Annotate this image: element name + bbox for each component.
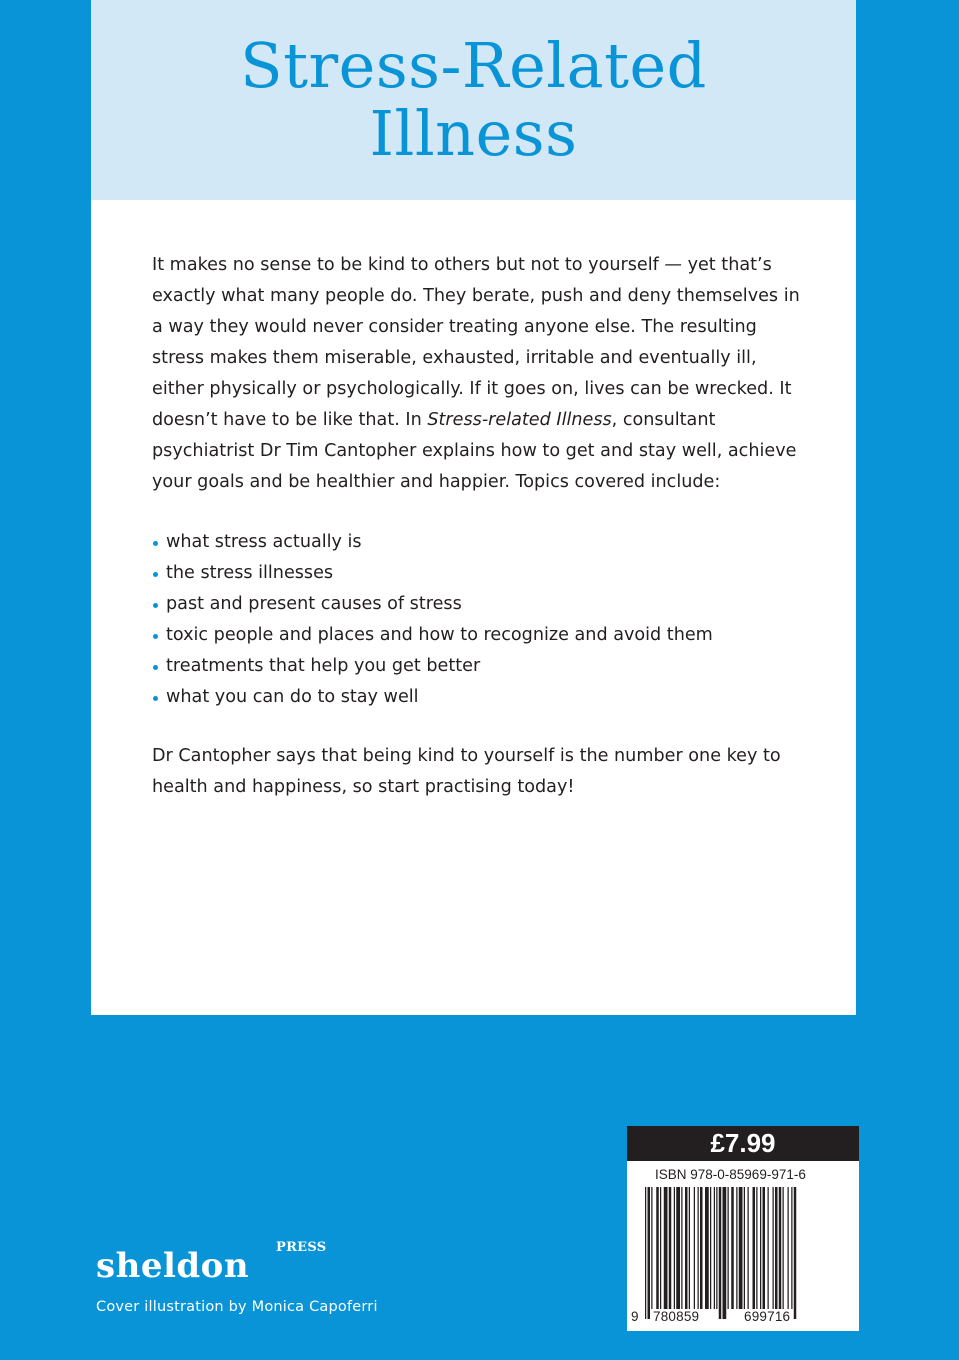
- barcode-bar: [705, 1187, 709, 1309]
- publisher-logo-name: sheldon: [96, 1246, 250, 1286]
- blurb-panel: [91, 200, 856, 1015]
- barcode-bar: [763, 1187, 766, 1309]
- topic-item: toxic people and places and how to recognize and avoid them: [152, 620, 812, 651]
- barcode-bar: [651, 1187, 652, 1309]
- barcode-bar: [773, 1187, 774, 1309]
- barcode-bar: [783, 1187, 784, 1309]
- blurb-intro-paragraph: [152, 250, 812, 498]
- barcode-bar: [676, 1187, 680, 1309]
- barcode-bar: [681, 1187, 682, 1309]
- barcode-bar: [694, 1187, 695, 1309]
- barcode-bar: [779, 1187, 782, 1309]
- blurb-title-italic: Stress-related Illness: [427, 410, 612, 430]
- barcode-bar: [719, 1187, 722, 1319]
- topics-list: [152, 527, 812, 713]
- blurb-intro-text-continued: , consultant psychiatrist Dr Tim Cantopher explains how to get and stay well, achieve your goals and be healthier and happier. Topics covered include:: [152, 410, 797, 492]
- topic-item: treatments that help you get better: [152, 651, 812, 682]
- barcode-digits: [627, 1309, 859, 1327]
- barcode-bar: [645, 1187, 646, 1319]
- barcode: [627, 1161, 859, 1331]
- barcode-digit-first: 9: [631, 1309, 639, 1324]
- barcode-bar: [760, 1187, 761, 1309]
- barcode-bar: [788, 1187, 789, 1309]
- barcode-bar: [756, 1187, 757, 1309]
- publisher-logo: [96, 1240, 326, 1290]
- barcode-box: [627, 1161, 859, 1331]
- barcode-bar: [685, 1187, 688, 1309]
- barcode-bar: [714, 1187, 715, 1309]
- barcode-bar: [744, 1187, 745, 1309]
- price-label: £7.99: [627, 1126, 859, 1161]
- barcode-bar: [723, 1187, 727, 1319]
- book-title-line-2: Illness: [369, 97, 578, 170]
- barcode-bar: [753, 1187, 756, 1309]
- barcode-bar: [698, 1187, 699, 1309]
- barcode-bar: [728, 1187, 729, 1309]
- cover-credit: Cover illustration by Monica Capoferri: [96, 1299, 378, 1315]
- barcode-bar: [700, 1187, 703, 1309]
- barcode-bar: [664, 1187, 668, 1309]
- barcode-digits-right: 699716: [744, 1309, 791, 1324]
- topic-item: what stress actually is: [152, 527, 812, 558]
- barcode-bar: [736, 1187, 737, 1309]
- barcode-bar: [674, 1187, 675, 1309]
- barcode-bar: [716, 1187, 717, 1309]
- barcode-bar: [648, 1187, 651, 1319]
- barcode-bar: [656, 1187, 659, 1309]
- blurb-closing-paragraph: Dr Cantopher says that being kind to yourself is the number one key to health and happiness, so start practising today!: [152, 746, 781, 797]
- barcode-bar: [710, 1187, 711, 1309]
- isbn-text: ISBN 978-0-85969-971-6: [655, 1167, 806, 1182]
- barcode-bar: [768, 1187, 769, 1309]
- barcode-bar: [739, 1187, 743, 1309]
- barcode-bar: [775, 1187, 778, 1309]
- title-panel: [91, 0, 856, 200]
- book-title-line-1: Stress-Related: [240, 29, 707, 102]
- topic-item: what you can do to stay well: [152, 682, 812, 713]
- topic-item: the stress illnesses: [152, 558, 812, 589]
- barcode-bar: [748, 1187, 749, 1309]
- barcode-bar: [794, 1187, 797, 1319]
- barcode-bar: [791, 1187, 792, 1309]
- topic-item: past and present causes of stress: [152, 589, 812, 620]
- barcode-bar: [689, 1187, 690, 1309]
- blurb-intro-text: It makes no sense to be kind to others but not to yourself — yet that’s exactly what many people do. They berate, push and deny themselves in a way they would never consider treating anyone else. The resulting stress makes them miserable, exhausted, irritable and eventually ill, either physically or psychologically. If it goes on, lives can be wrecked. It doesn’t have to be like that. In: [152, 255, 800, 430]
- barcode-digits-left: 780859: [653, 1309, 700, 1324]
- book-title: [240, 29, 707, 170]
- barcode-bar: [660, 1187, 661, 1309]
- barcode-bar: [731, 1187, 734, 1309]
- barcode-bar: [669, 1187, 672, 1309]
- publisher-logo-press: PRESS: [276, 1240, 327, 1255]
- blurb-text: [152, 250, 812, 803]
